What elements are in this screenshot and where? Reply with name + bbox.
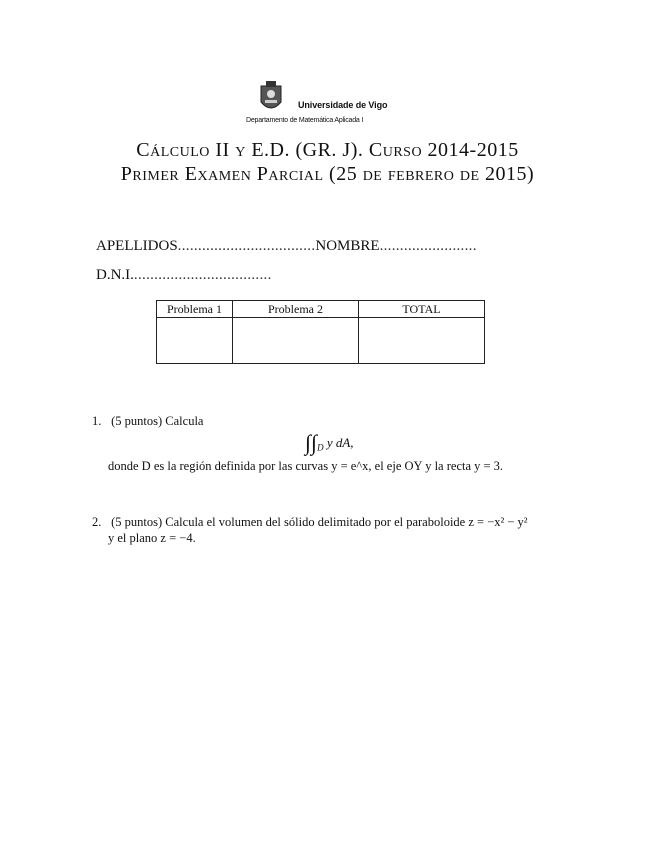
problem-1-integral	[305, 427, 354, 453]
grades-table	[156, 300, 485, 364]
dni-label: D.N.I.	[96, 267, 134, 283]
problem-1	[92, 413, 203, 429]
surname-name-line	[96, 238, 477, 255]
title-line-2: Primer Examen Parcial (25 de febrero de 2015)	[120, 163, 535, 185]
header-problema-1: Problema 1	[157, 301, 233, 318]
score-problema-1[interactable]	[157, 318, 233, 364]
nombre-label: NOMBRE	[315, 238, 380, 254]
problem-1-number: 1.	[92, 414, 102, 428]
problem-2	[92, 514, 592, 530]
problem-2-number: 2.	[92, 515, 102, 529]
header-total: TOTAL	[359, 301, 485, 318]
problem-2-text: Calcula el volumen del sólido delimitado por el paraboloide z = −x² − y²	[165, 515, 528, 529]
double-integral-symbol: ∫∫	[305, 430, 318, 455]
header-problema-2: Problema 2	[233, 301, 359, 318]
problem-1-continuation: donde D es la región definida por las curvas y = e^x, el eje OY y la recta y = 3.	[108, 459, 504, 473]
score-problema-2[interactable]	[233, 318, 359, 364]
university-logo	[246, 80, 418, 128]
problem-2-continuation: y el plano z = −4.	[108, 531, 196, 545]
apellidos-blank[interactable]: ..................................	[177, 238, 316, 254]
grades-header-row	[157, 301, 485, 318]
university-name: Universidade de Vigo	[298, 100, 388, 110]
integral-integrand: y dA,	[326, 435, 354, 450]
problem-1-text: Calcula	[165, 414, 204, 428]
apellidos-label: APELLIDOS	[96, 238, 178, 254]
problem-1-points: (5 puntos)	[111, 414, 163, 428]
department-name: Departamento de Matemática Aplicada I	[246, 117, 364, 124]
exam-title	[0, 138, 655, 186]
dni-line	[96, 267, 272, 284]
integral-domain: D	[317, 442, 324, 453]
title-line-1: Cálculo II y E.D. (GR. J). Curso 2014-2015	[136, 139, 519, 161]
score-total[interactable]	[359, 318, 485, 364]
dni-blank[interactable]: ..................................	[133, 267, 272, 283]
nombre-blank[interactable]: ........................	[379, 238, 477, 254]
grades-score-row	[157, 318, 485, 364]
university-crest-icon	[258, 80, 284, 116]
problem-2-points: (5 puntos)	[111, 515, 163, 529]
